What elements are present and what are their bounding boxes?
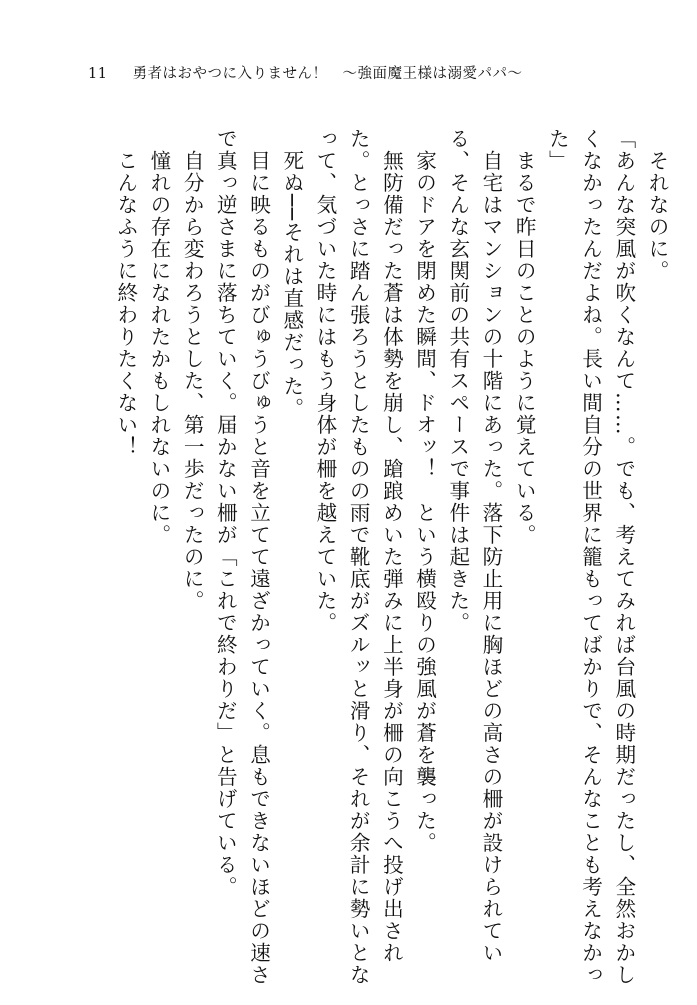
paragraph: 無防備だった蒼は体勢を崩し、蹌踉めいた弾みに上半身が柵の向こうへ投げ出された。とっさに踏ん張ろうとしたものの雨で靴底がズルッと滑り、それが余計に勢いとなって、気づいた時にはもう身体が柵を越えていた。 (312, 128, 404, 986)
paragraph: 憧れの存在になれたかもしれないのに。 (146, 128, 171, 546)
running-header (88, 62, 667, 83)
paragraph: 「あんな突風が吹くなんて……。でも、考えてみれば台風の時期だったし、全然おかしくなかったんだよね。長い間自分の世界に籠もってばかりで、そんなことも考えなかった」 (545, 128, 636, 986)
paragraph: 自宅はマンションの十階にあった。落下防止用に胸ほどの高さの柵が設けられている、そんな玄関前の共有スペースで事件は起きた。 (445, 128, 503, 964)
paragraph: まるで昨日のことのように覚えている。 (512, 128, 537, 546)
paragraph: 目に映るものがびゅうびゅうと音を立てて遠ざかっていく。息もできないほどの速さで真っ逆さまに落ちていく。届かない柵が「これで終わりだ」と告げている。 (213, 128, 271, 986)
page-number: 11 (88, 66, 108, 82)
paragraph: 死ぬ──それは直感だった。 (279, 128, 304, 420)
paragraph: それなのに。 (645, 128, 669, 282)
vertical-body-text (23, 128, 673, 988)
paragraph: 自分から変わろうとした、第一歩だったのに。 (180, 128, 205, 612)
book-title: 勇者はおやつに入りません！ 〜強面魔王様は溺愛パパ〜 (132, 66, 523, 82)
paragraph: 家のドアを閉めた瞬間、ドオッ！ という横殴りの強風が蒼を襲った。 (412, 128, 437, 854)
paragraph: こんなふうに終わりたくない！ (113, 128, 138, 458)
